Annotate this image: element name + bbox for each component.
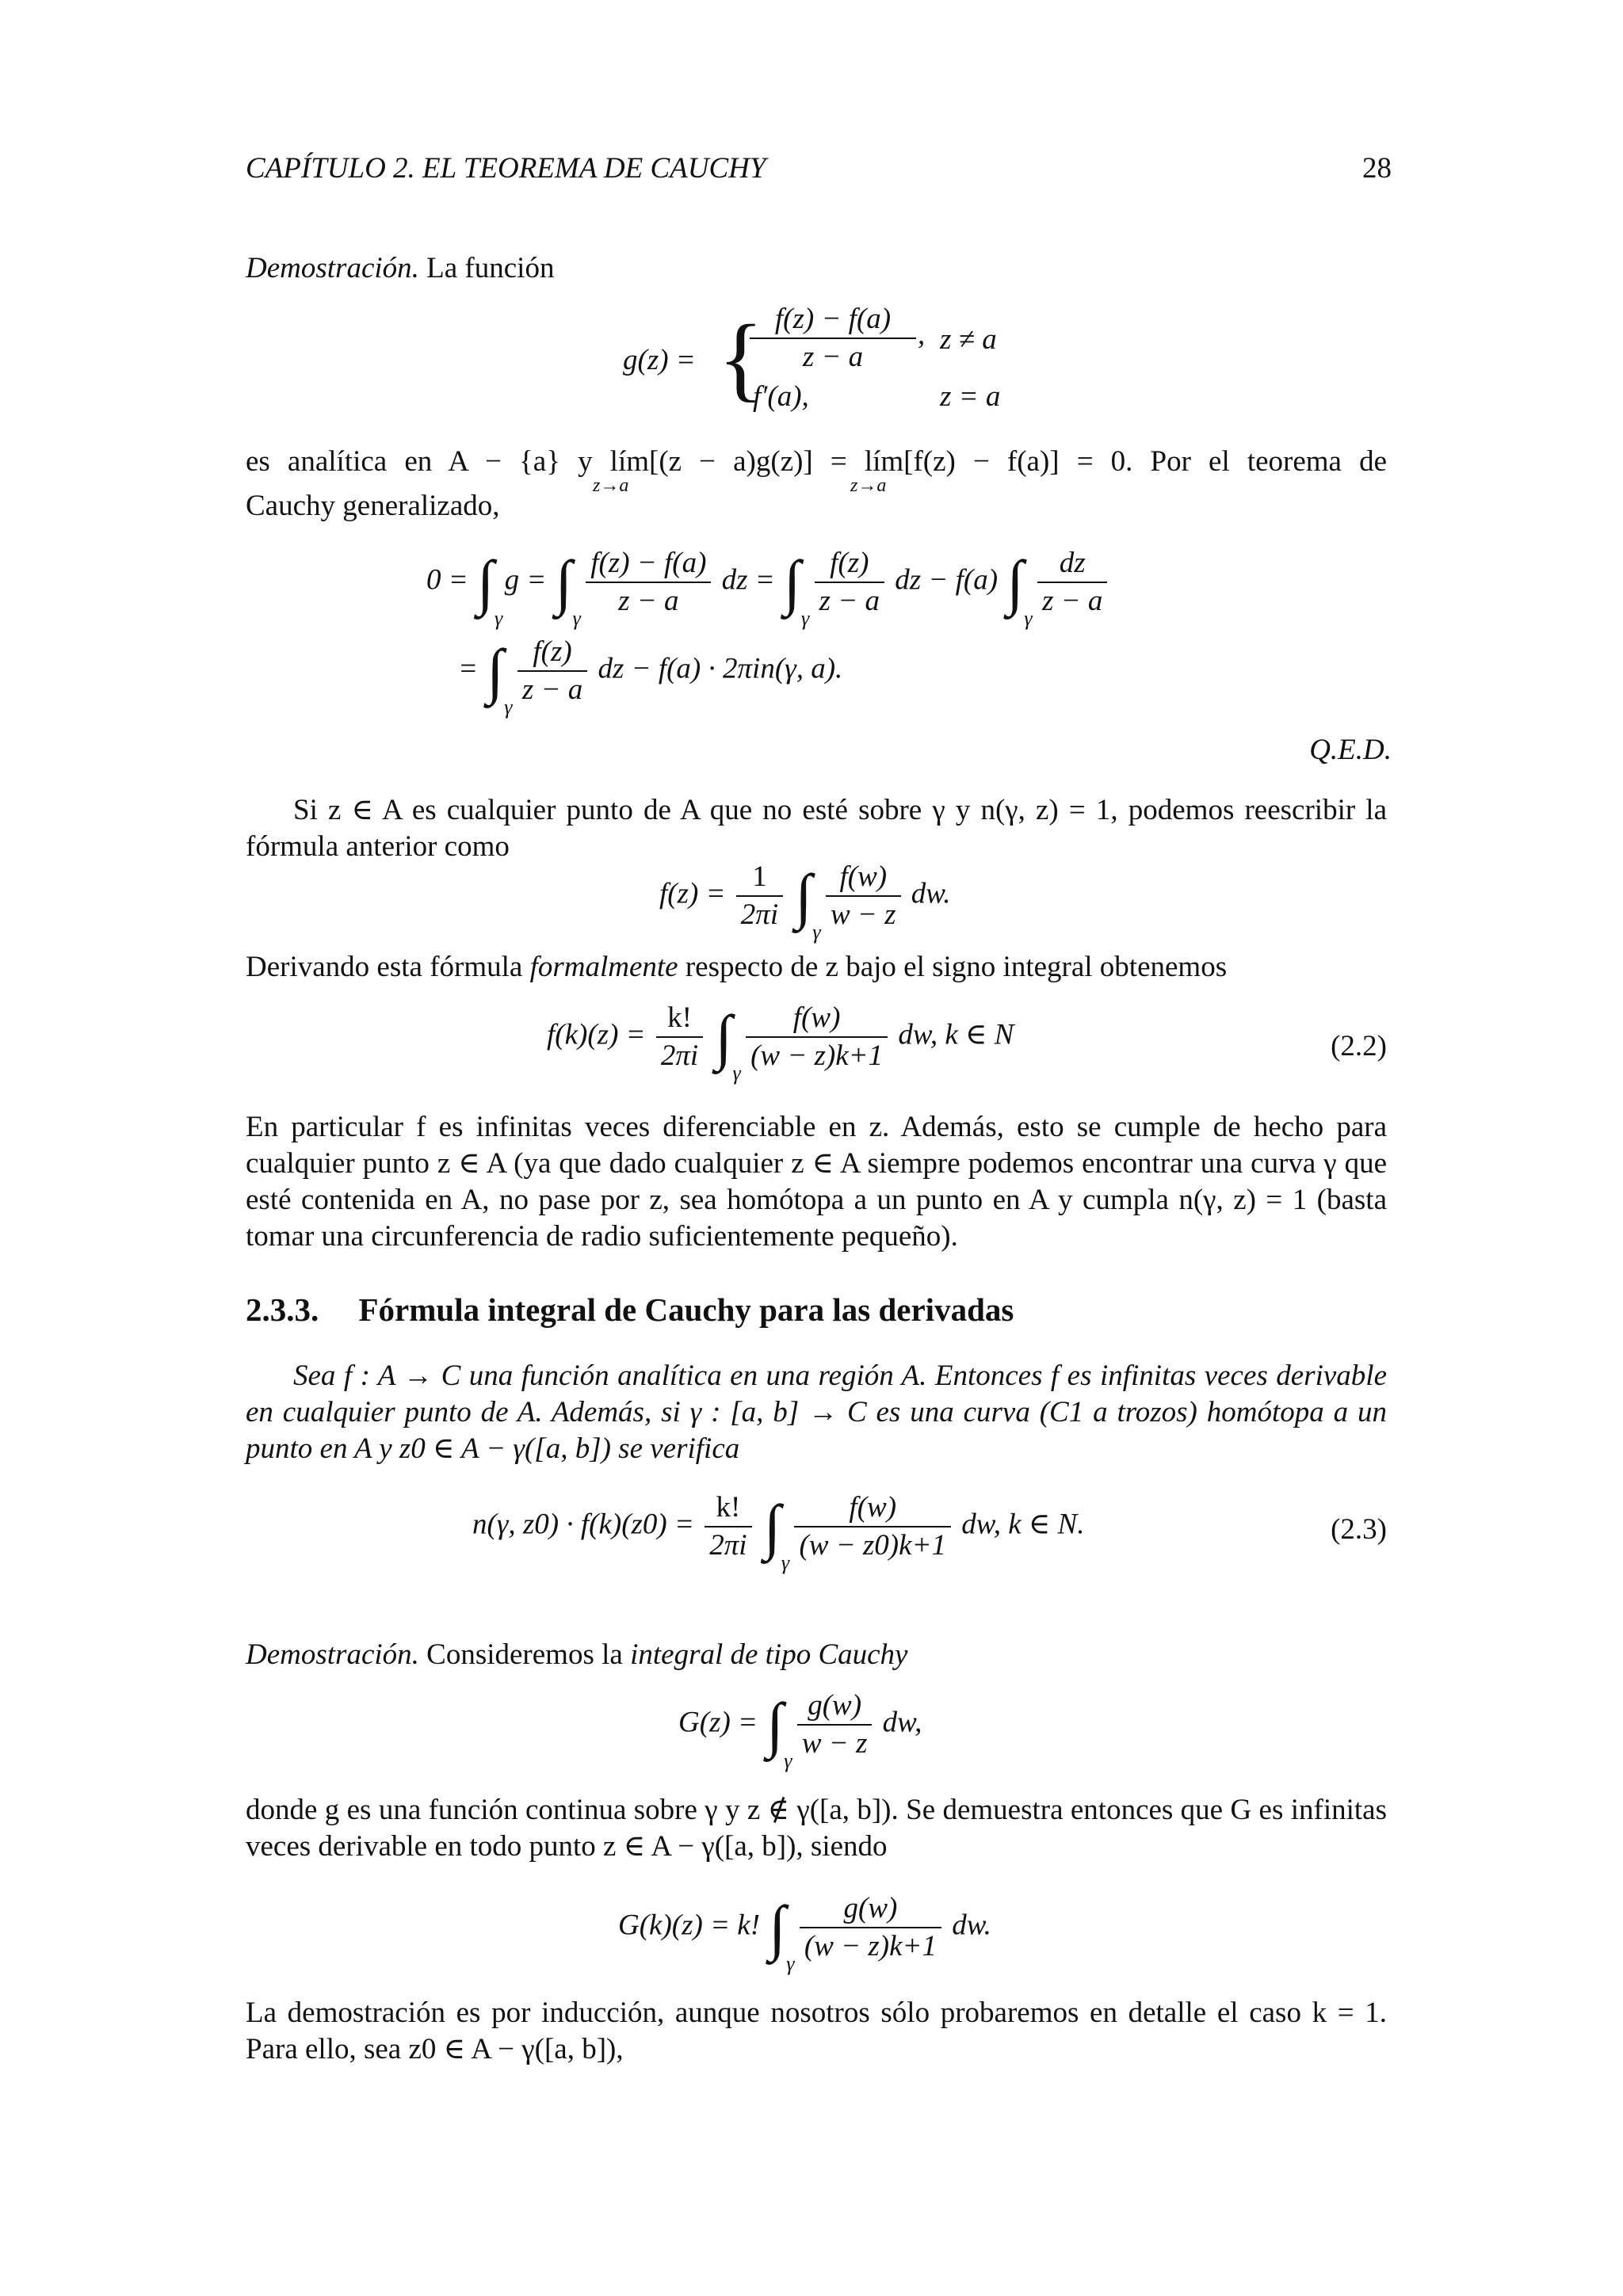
paragraph-analytic: [246, 444, 1387, 524]
equation-number-2-3: (2.3): [1331, 1513, 1387, 1546]
eq-zero-lhs: 0 =: [426, 563, 468, 597]
case1-condition: z ≠ a: [940, 323, 997, 356]
fraction-gw: $\frac{g(w)}{w - z}$: [797, 1688, 873, 1762]
section-heading: [246, 1291, 1014, 1328]
paragraph-induction: La demostración es por inducción, aunque nosotros sólo probaremos en detalle el caso k = 1. Para ello, sea z0 ∈ A − γ([a, b]),: [246, 1997, 1387, 2065]
fraction-gw-power: $\frac{g(w)}{(w - z)k+1}$: [800, 1890, 941, 1965]
case1-den: z − a: [750, 338, 916, 376]
integral-icon: ∫ γ: [763, 1492, 790, 1574]
case1-fraction: [750, 301, 916, 376]
equation-Gz: G(z) = ∫ γ $\frac{g(w)}{w - z}$ dw,: [678, 1689, 922, 1772]
analytic-line2: Cauchy generalizado,: [246, 490, 500, 522]
integral-icon: ∫ γ: [766, 1690, 792, 1772]
integral-icon: ∫ γ: [769, 1893, 795, 1975]
proof2-label: Demostración.: [246, 1638, 419, 1671]
paragraph-derivando: Derivando esta fórmula formalmente respecto de z bajo el signo integral obtenemos: [246, 951, 1228, 983]
integral-icon: ∫ γ: [476, 547, 503, 630]
integral-icon: ∫ γ: [1006, 547, 1033, 630]
equation-2-3: n(γ, z0) · f(k)(z0) = $\frac{k!}{2\pi i}$ ∫ γ $\frac{f(w)}{(w - z0)k+1}$ dw, k ∈ N.: [472, 1491, 1085, 1574]
eq-zero-line2-fraction: $\frac{f(z)}{z - a}$: [517, 634, 587, 708]
eq-zero-fraction-1: $\frac{f(z) - f(a)}{z - a}$: [586, 545, 711, 620]
paragraph-rewrite: Si z ∈ A es cualquier punto de A que no esté sobre γ y n(γ, z) = 1, podemos reescribir la fórmula anterior como: [246, 794, 1387, 863]
proof2-intro: Demostración. Consideremos la integral de tipo Cauchy: [246, 1638, 908, 1671]
fraction-fw-power: $\frac{f(w)}{(w - z)k+1}$: [746, 1000, 888, 1074]
case1-num: f(z) − f(a): [774, 303, 892, 335]
eq-gz-lhs: g(z) =: [623, 344, 696, 376]
integral-icon: ∫ γ: [795, 861, 821, 944]
paragraph-donde: donde g es una función continua sobre γ y z ∉ γ([a, b]). Se demuestra entonces que G es infinitas veces derivable en todo punto z ∈ A − γ([a, b]), siendo: [246, 1794, 1387, 1863]
section-number: 2.3.3.: [246, 1291, 319, 1328]
eq-zero-fraction-3: $\frac{dz}{z - a}$: [1037, 545, 1107, 620]
case2-condition: z = a: [940, 380, 1001, 413]
fraction-fw-power-z0: $\frac{f(w)}{(w - z0)k+1}$: [794, 1489, 951, 1564]
integral-icon: ∫ γ: [555, 547, 581, 630]
fraction-k-over-2pii: $\frac{k!}{2\pi i}$: [705, 1489, 751, 1564]
eq-zero-fraction-2: $\frac{f(z)}{z - a}$: [815, 545, 884, 620]
proof-label: Demostración.: [246, 252, 419, 284]
running-header: CAPÍTULO 2. EL TEOREMA DE CAUCHY: [246, 152, 766, 185]
case2-value: f′(a),: [753, 380, 809, 413]
fraction-fw: $\frac{f(w)}{w - z}$: [826, 859, 901, 933]
integral-icon: ∫ γ: [487, 636, 513, 719]
proof-intro: [246, 250, 1387, 287]
page-number: 28: [1362, 152, 1392, 185]
qed-mark: Q.E.D.: [1309, 734, 1392, 766]
equation-zero-line2: = ∫ γ $\frac{f(z)}{z - a}$ dz − f(a) · 2πin(γ, a).: [458, 635, 843, 719]
lim-sub-2: z→a: [850, 475, 887, 496]
equation-2-2: f(k)(z) = $\frac{k!}{2\pi i}$ ∫ γ $\frac{f(w)}{(w - z)k+1}$ dw, k ∈ N: [547, 1001, 1014, 1085]
fraction-1-over-2pii: $\frac{1}{2\pi i}$: [736, 859, 783, 933]
equation-fz: f(z) = $\frac{1}{2\pi i}$ ∫ γ $\frac{f(w)}{w - z}$ dw.: [659, 860, 951, 944]
paragraph-particular: En particular f es infinitas veces diferenciable en z. Además, esto se cumple de hecho para cualquier punto z ∈ A (ya que dado cualquier z ∈ A siempre podemos encontrar una curva γ que esté contenida en A, no pase por z, sea homótopa a un punto en A y cumpla n(γ, z) = 1 (basta tomar una circunferencia de radio suficientemente pequeño).: [246, 1111, 1387, 1253]
equation-zero: 0 = ∫ γ g = ∫ γ $\frac{f(z) - f(a)}{z - a}$ dz = ∫ γ $\frac{f(z)}{z - a}$ dz − f(a) ∫ γ $\frac{dz}{z - a}$: [426, 545, 1110, 620]
theorem-statement: Sea f : A → C una función analítica en una región A. Entonces f es infinitas veces derivable en cualquier punto de A. Además, si γ : [a, b] → C es una curva (C1 a trozos) homótopa a un punto en A y z0 ∈ A − γ([a, b]) se verifica: [246, 1360, 1387, 1465]
section-title: Fórmula integral de Cauchy para las derivadas: [358, 1291, 1014, 1328]
integral-icon: ∫ γ: [715, 1002, 741, 1085]
analytic-line1: es analítica en A − {a} y lím[(z − a)g(z)] = lím[f(z) − f(a)] = 0. Por el teorema de: [246, 445, 1387, 478]
equation-number-2-2: (2.2): [1331, 1030, 1387, 1062]
integral-icon: ∫ γ: [784, 547, 810, 630]
equation-Gk: G(k)(z) = k! ∫ γ $\frac{g(w)}{(w - z)k+1}$ dw.: [618, 1892, 991, 1975]
fraction-k-over-2pii: $\frac{k!}{2\pi i}$: [656, 1000, 703, 1074]
brace-icon: {: [718, 305, 764, 410]
lim-sub-1: z→a: [593, 475, 629, 496]
proof-intro-text: La función: [418, 252, 555, 284]
